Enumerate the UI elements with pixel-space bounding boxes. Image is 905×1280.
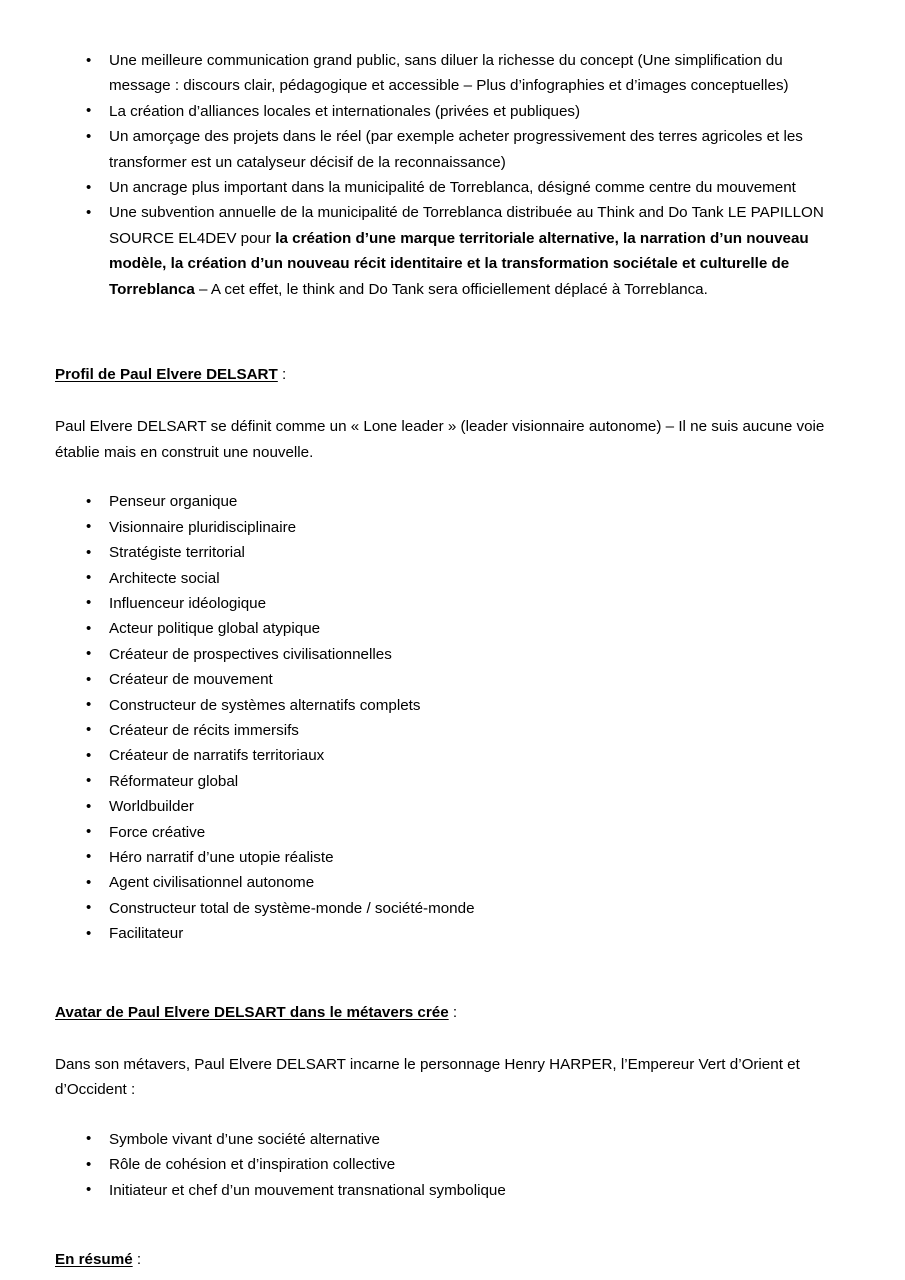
subvention-tail: – A cet effet, le think and Do Tank sera officiellement déplacé à Torreblanca. (194, 280, 708, 298)
subvention-lead: Une subvention annuelle de la municipalité de Torreblanca distribuée au Think and Do Tank LE PAPILLON SOURCE EL4DEV pour (109, 204, 824, 247)
list-item-text: • Héro narratif d’une utopie réaliste (109, 848, 334, 866)
list-item-subvention (55, 200, 845, 302)
profil-bullet-list (55, 489, 845, 946)
list-item-text: • Visionnaire pluridisciplinaire (109, 518, 297, 536)
list-item (55, 820, 845, 845)
list-item-text: • Force créative (109, 823, 206, 841)
spacer (55, 1025, 845, 1052)
list-item-text: • Créateur de narratifs territoriaux (109, 747, 325, 765)
list-item (55, 667, 845, 692)
list-item (55, 515, 845, 540)
list-item-text: • Worldbuilder (109, 798, 194, 816)
list-item-text: • Constructeur total de système-monde / société-monde (109, 899, 475, 917)
list-item-text: • Agent civilisationnel autonome (109, 874, 315, 892)
document-body (55, 48, 845, 1272)
heading-avatar-colon: : (448, 1003, 458, 1021)
list-item-text: • Influenceur idéologique (109, 594, 267, 612)
list-item-text: • Penseur organique (109, 493, 238, 511)
heading-profil (55, 362, 845, 387)
subvention-bold: la création d’une marque territoriale alternative, la narration d’un nouveau modèle, la création d’un nouveau récit identitaire et la transformation sociétale et culturelle de Torreblanca (109, 229, 809, 298)
avatar-bullet-list (55, 1127, 845, 1203)
list-item (55, 921, 845, 946)
top-bullet-list (55, 48, 845, 302)
list-item (55, 870, 845, 895)
list-item (55, 540, 845, 565)
list-item-text: • Initiateur et chef d’un mouvement transnational symbolique (109, 1181, 506, 1199)
list-item (55, 99, 845, 124)
list-item-text: • Créateur de mouvement (109, 671, 273, 689)
heading-resume-colon: : (132, 1251, 142, 1269)
list-item-text: • Une meilleure communication grand public, sans diluer la richesse du concept (Une simplification du message : discours clair, pédagogique et accessible – Plus d’infographies et d’images conceptuelles) (109, 52, 789, 95)
spacer (55, 1103, 845, 1127)
list-item (55, 1127, 845, 1152)
heading-avatar (55, 1000, 845, 1025)
list-item-text: • La création d’alliances locales et internationales (privées et publiques) (109, 102, 581, 120)
spacer (55, 465, 845, 489)
heading-resume (55, 1247, 845, 1272)
paragraph-profil: Paul Elvere DELSART se définit comme un « Lone leader » (leader visionnaire autonome) – Il ne suis aucune voie établie mais en construit une nouvelle. (55, 418, 825, 461)
spacer (55, 302, 845, 362)
list-item-text: • Facilitateur (109, 925, 184, 943)
list-item-text: • Un amorçage des projets dans le réel (par exemple acheter progressivement des terres agricoles et les transformer est un catalyseur décisif de la reconnaissance) (109, 128, 803, 171)
spacer (55, 947, 845, 1000)
spacer (55, 1203, 845, 1247)
spacer (55, 387, 845, 414)
list-item (55, 175, 845, 200)
list-item (55, 896, 845, 921)
list-item (55, 743, 845, 768)
list-item-text: • Créateur de prospectives civilisationnelles (109, 645, 392, 663)
list-item (55, 642, 845, 667)
list-item (55, 718, 845, 743)
list-item (55, 566, 845, 591)
list-item (55, 769, 845, 794)
heading-profil-text: Profil de Paul Elvere DELSART (55, 366, 278, 384)
list-item (55, 1178, 845, 1203)
list-item (55, 489, 845, 514)
list-item (55, 48, 845, 99)
list-item-text: • Acteur politique global atypique (109, 620, 321, 638)
list-item (55, 124, 845, 175)
list-item-text: • Stratégiste territorial (109, 544, 245, 562)
paragraph-avatar: Dans son métavers, Paul Elvere DELSART incarne le personnage Henry HARPER, l’Empereur Vert d’Orient et d’Occident : (55, 1056, 800, 1099)
list-item-text: • Symbole vivant d’une société alternative (109, 1130, 380, 1148)
list-item (55, 591, 845, 616)
list-item-text: • Rôle de cohésion et d’inspiration collective (109, 1156, 396, 1174)
list-item-text: • Créateur de récits immersifs (109, 721, 299, 739)
list-item-text (109, 200, 845, 302)
list-item-text: • Réformateur global (109, 772, 239, 790)
list-item (55, 616, 845, 641)
heading-resume-text: En résumé (55, 1251, 133, 1269)
list-item (55, 845, 845, 870)
heading-avatar-text: Avatar de Paul Elvere DELSART dans le métavers crée (55, 1003, 449, 1021)
heading-profil-colon: : (277, 366, 287, 384)
list-item-text: • Architecte social (109, 569, 220, 587)
list-item-text: • Un ancrage plus important dans la municipalité de Torreblanca, désigné comme centre du mouvement (109, 179, 796, 197)
list-item-text: • Constructeur de systèmes alternatifs complets (109, 696, 421, 714)
list-item (55, 1152, 845, 1177)
list-item (55, 693, 845, 718)
list-item (55, 794, 845, 819)
